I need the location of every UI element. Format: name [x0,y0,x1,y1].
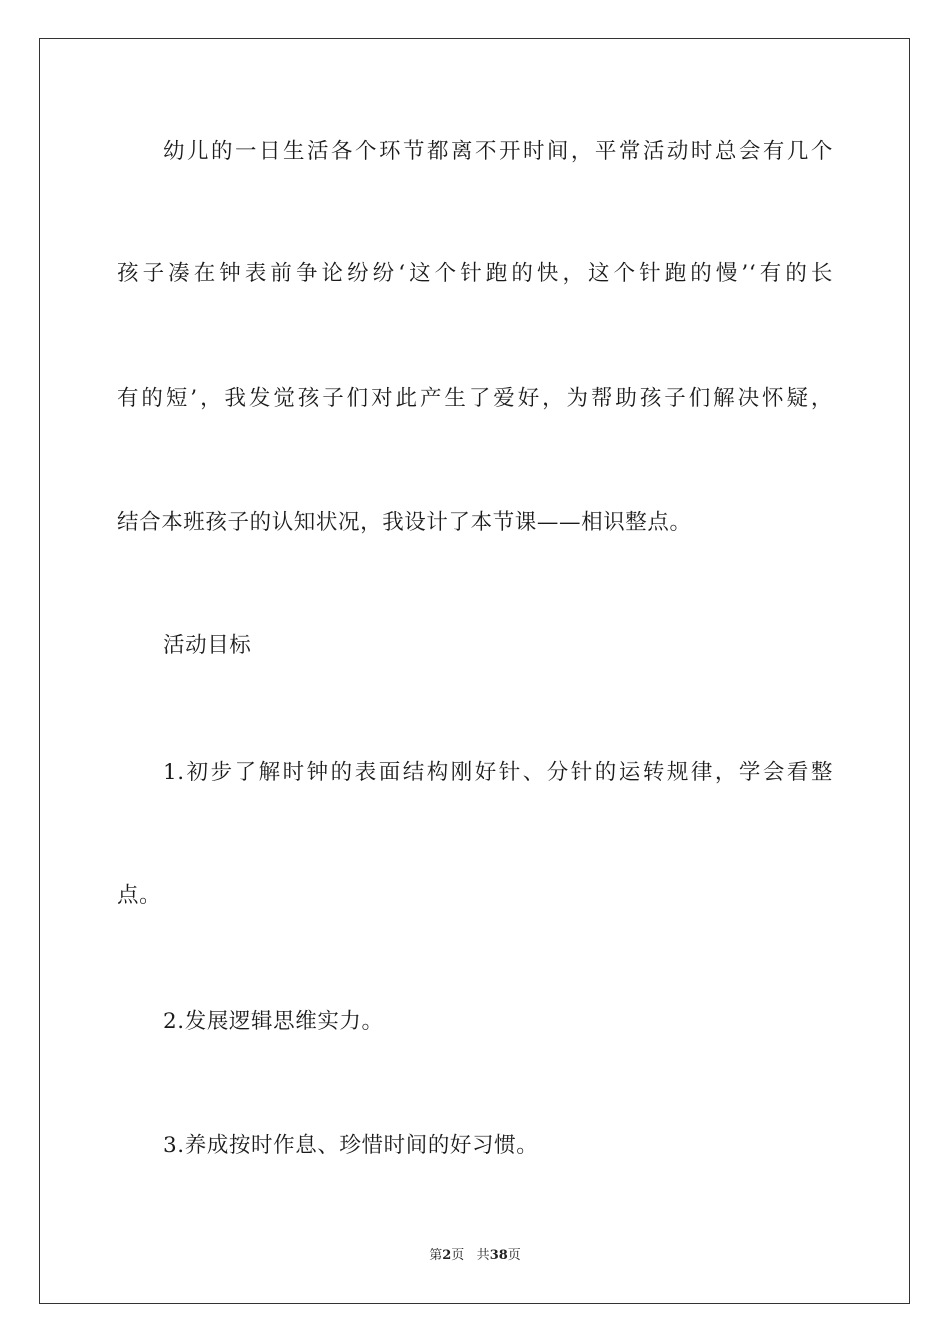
paragraph-line-1: 幼儿的一日生活各个环节都离不开时间，平常活动时总会有几个 [163,139,833,164]
footer-total-suffix: 页 [507,1248,521,1263]
paragraph-line-4: 结合本班孩子的认知状况，我设计了本节课——相识整点。 [117,510,692,535]
page-footer [0,1248,950,1264]
section-heading-activity-goals: 活动目标 [163,633,252,658]
paragraph-line-2: 孩子凑在钟表前争论纷纷‘这个针跑的快，这个针跑的慢’‘有的长 [117,261,833,286]
footer-page-number: 2 [442,1248,452,1263]
paragraph-line-3: 有的短’，我发觉孩子们对此产生了爱好，为帮助孩子们解决怀疑， [117,386,833,411]
footer-total-pages: 38 [489,1248,508,1263]
footer-total-prefix: 共 [476,1248,490,1263]
goal-item-1: 1.初步了解时钟的表面结构刚好针、分针的运转规律，学会看整 [163,760,833,785]
page-border [39,38,910,1304]
goal-item-2: 2.发展逻辑思维实力。 [163,1009,384,1034]
footer-page-prefix: 第 [429,1248,443,1263]
goal-item-1-continued: 点。 [117,883,162,908]
footer-page-suffix: 页 [451,1248,465,1263]
goal-item-3: 3.养成按时作息、珍惜时间的好习惯。 [163,1133,539,1158]
